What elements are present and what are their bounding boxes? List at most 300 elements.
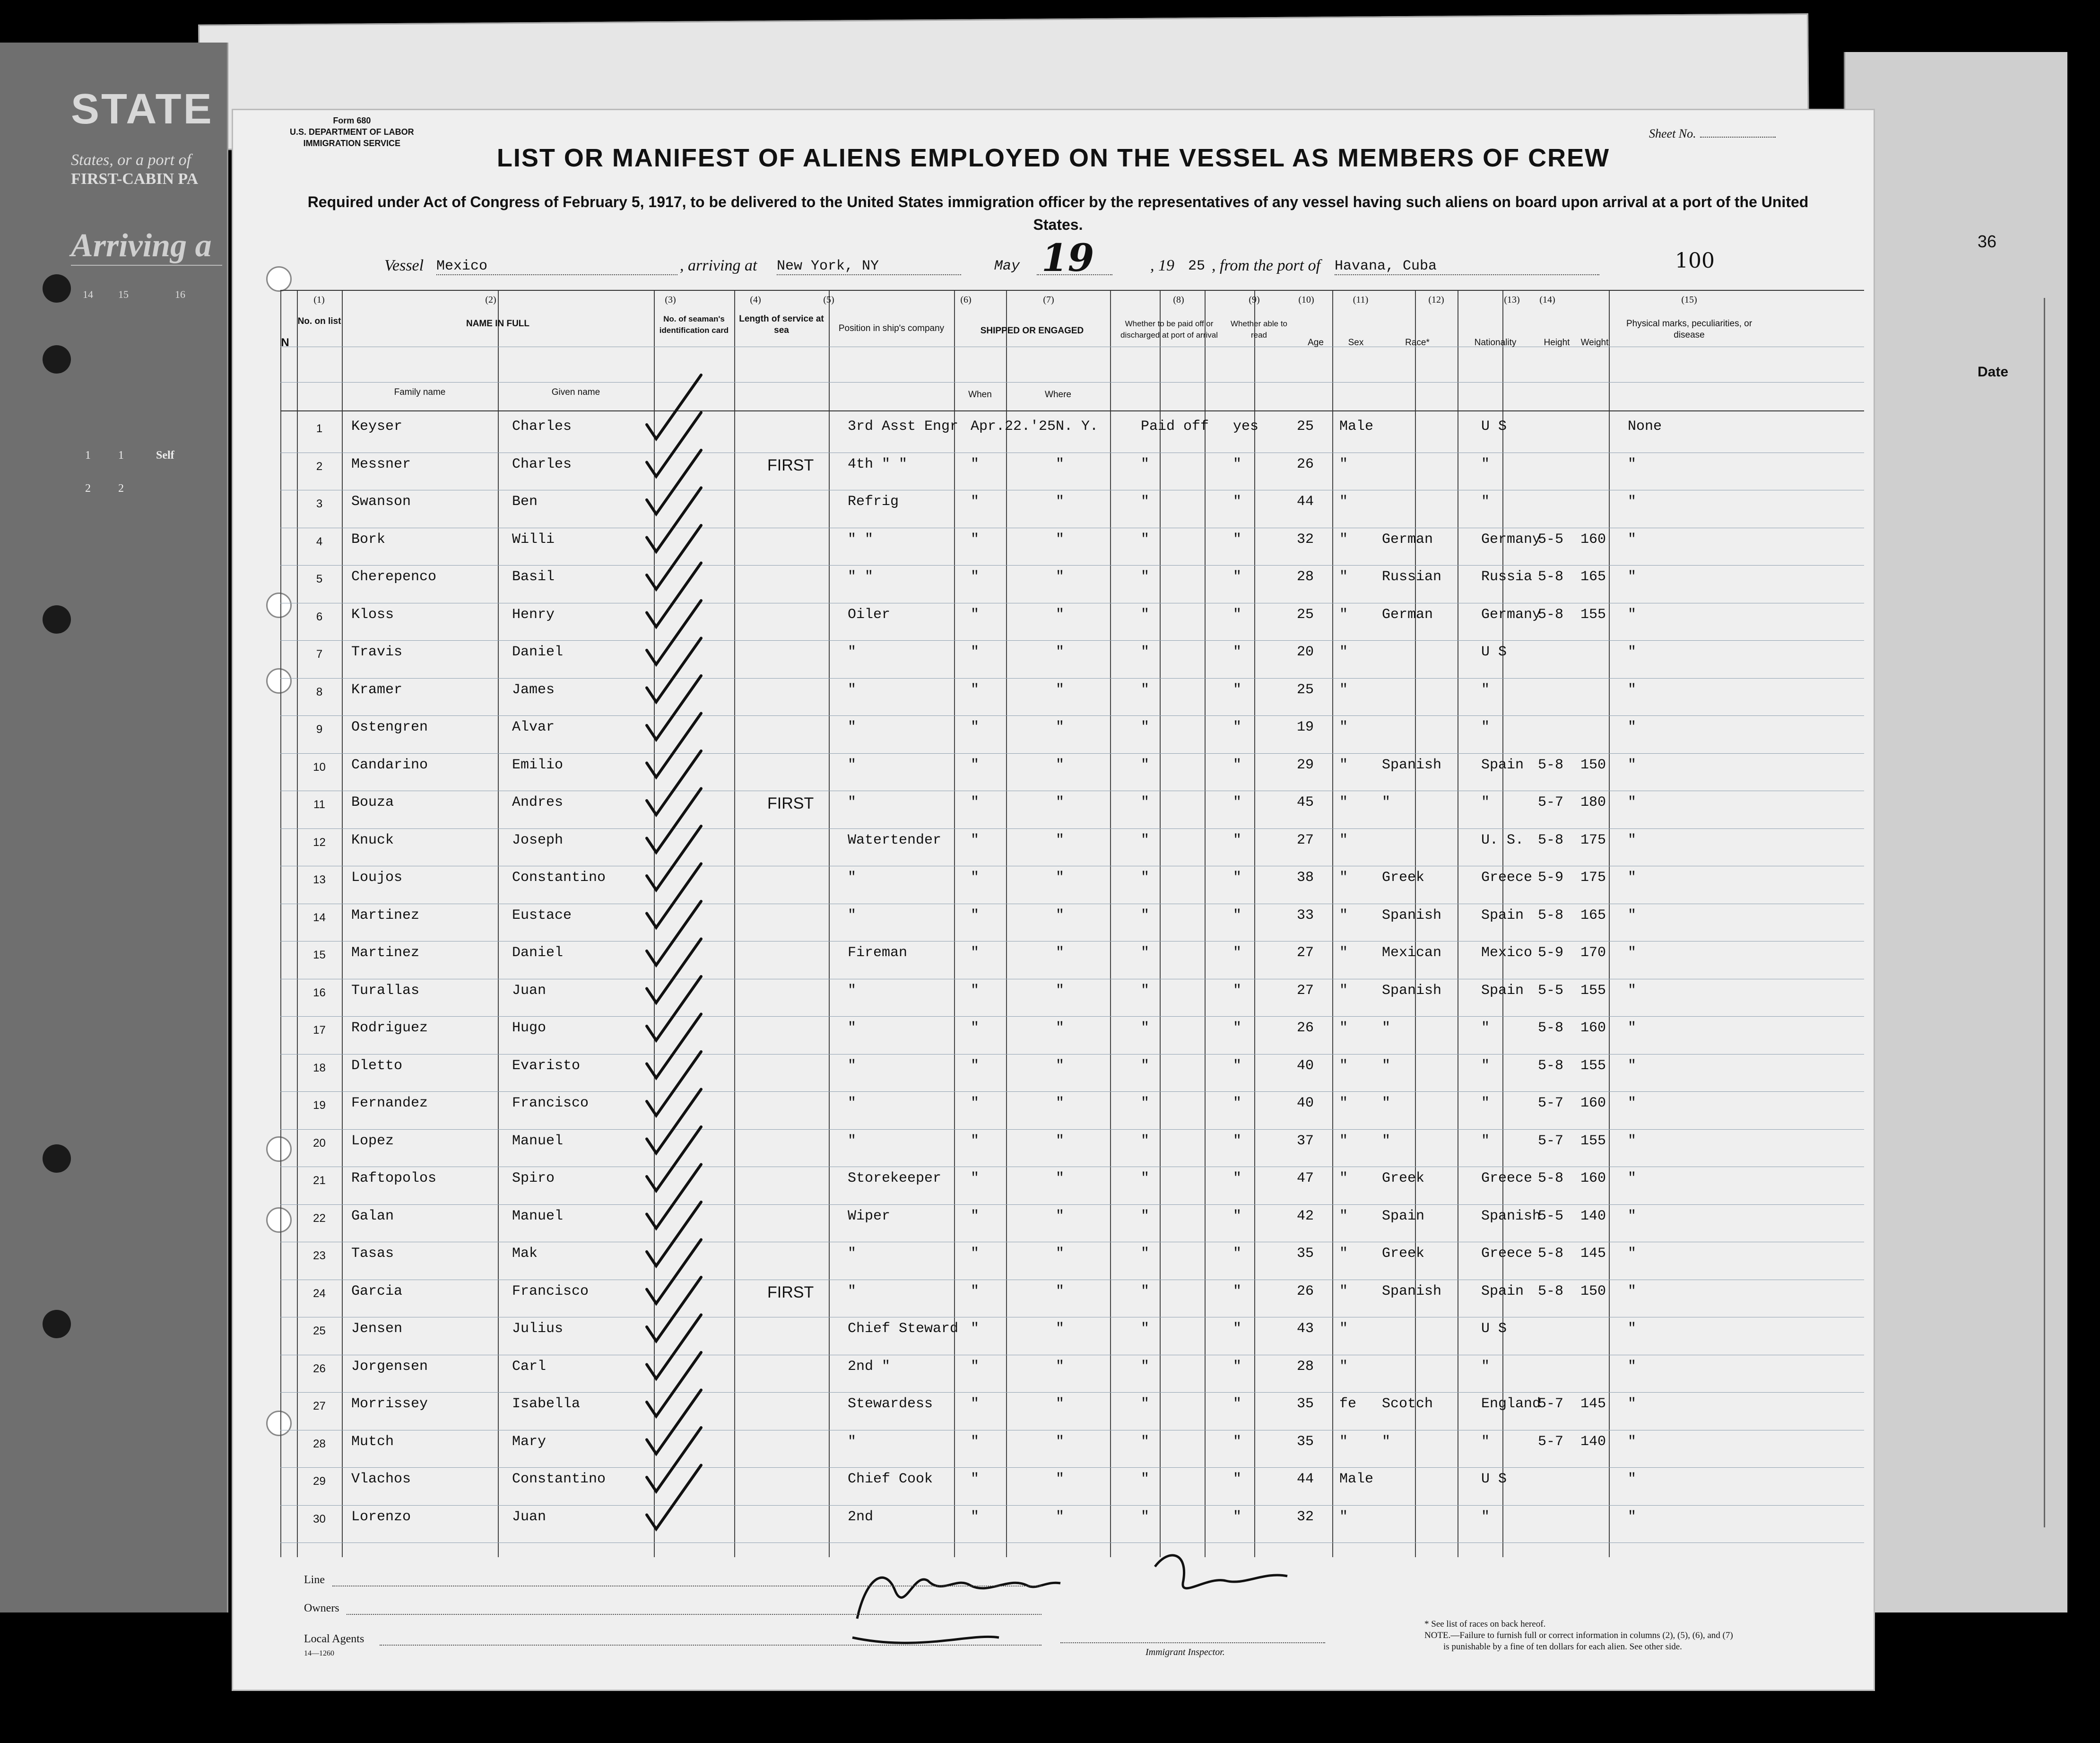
row-number: 6	[316, 610, 323, 623]
header-position: Position in ship's company	[838, 323, 945, 333]
row-number: 11	[313, 798, 325, 811]
row-number: 5	[316, 573, 323, 585]
cell-given: Francisco	[512, 1283, 589, 1299]
cell-height: 5-5	[1538, 1208, 1564, 1224]
cell-position: " "	[848, 569, 874, 585]
cell-paid: "	[1141, 1246, 1150, 1262]
cell-marks: "	[1628, 1170, 1637, 1186]
cell-nat: Greece	[1481, 870, 1533, 886]
column-number: (2)	[485, 295, 496, 305]
cell-race: Spain	[1382, 1208, 1425, 1224]
cell-weight: 175	[1580, 832, 1606, 848]
check-mark-icon	[647, 1390, 701, 1454]
cell-read: "	[1233, 1095, 1242, 1111]
check-mark-icon	[647, 1052, 701, 1116]
row-number: 30	[313, 1512, 326, 1525]
cell-where: "	[1056, 494, 1065, 510]
vessel-label: Vessel	[384, 257, 424, 274]
check-mark-icon	[647, 1089, 701, 1153]
cell-family: Rodriguez	[351, 1020, 428, 1036]
cell-given: Constantino	[512, 870, 606, 886]
row-number: 27	[313, 1400, 326, 1412]
cell-marks: "	[1628, 1321, 1637, 1337]
punch-hole	[43, 605, 71, 634]
cell-marks: "	[1628, 832, 1637, 848]
check-mark-icon	[647, 676, 701, 740]
row-number: 21	[313, 1174, 326, 1187]
punch-hole	[43, 274, 71, 303]
cell-sex: "	[1339, 1020, 1348, 1036]
cell-when: "	[971, 719, 980, 735]
cell-age: 20	[1297, 644, 1314, 660]
cell-read: "	[1233, 1321, 1242, 1337]
manifest-footer	[280, 1567, 1840, 1680]
cell-position: Chief Steward	[848, 1321, 959, 1337]
cell-position: "	[848, 1095, 857, 1111]
cell-position: 2nd "	[848, 1358, 891, 1375]
row-number: 26	[313, 1362, 326, 1375]
cell-nat: Spain	[1481, 907, 1524, 924]
cell-age: 32	[1297, 531, 1314, 548]
footnote-races: * See list of races on back hereof.	[1424, 1619, 1546, 1629]
cell-where: "	[1056, 606, 1065, 623]
cell-given: Manuel	[512, 1133, 564, 1149]
cell-weight: 140	[1580, 1433, 1606, 1450]
cell-paid: "	[1141, 794, 1150, 810]
cell-marks: "	[1628, 1208, 1637, 1224]
row-number: 13	[313, 873, 326, 886]
header-height: Height	[1544, 338, 1570, 348]
cell-read: yes	[1233, 418, 1259, 435]
cell-read: "	[1233, 1358, 1242, 1375]
cell-nat: "	[1481, 794, 1490, 810]
cell-age: 26	[1297, 456, 1314, 472]
cell-given: Constantino	[512, 1471, 606, 1487]
punch-hole	[43, 345, 71, 374]
column-number: (10)	[1298, 295, 1314, 305]
check-mark-icon	[647, 638, 701, 702]
cell-age: 35	[1297, 1396, 1314, 1412]
cell-read: "	[1233, 1283, 1242, 1299]
row-number: 12	[313, 836, 326, 849]
footer-agents-label: Local Agents	[304, 1633, 364, 1645]
cell-paid: "	[1141, 569, 1150, 585]
column-number: (1)	[313, 295, 325, 305]
cell-where: "	[1056, 681, 1065, 698]
cell-marks: "	[1628, 1396, 1637, 1412]
year-prefix: , 19	[1150, 257, 1174, 274]
cell-marks: "	[1628, 681, 1637, 698]
cell-given: Andres	[512, 794, 564, 810]
column-number: (4)	[750, 295, 761, 305]
check-mark-icon	[647, 1127, 701, 1191]
header-race: Race*	[1405, 338, 1430, 348]
cell-age: 33	[1297, 907, 1314, 924]
cell-read: "	[1233, 907, 1242, 924]
cell-age: 38	[1297, 870, 1314, 886]
cell-age: 44	[1297, 494, 1314, 510]
row-number: 14	[313, 911, 326, 924]
cell-sex: "	[1339, 644, 1348, 660]
row-number: 25	[313, 1325, 326, 1337]
cell-sex: Male	[1339, 1471, 1374, 1487]
check-mark-icon	[647, 601, 701, 664]
cell-paid: "	[1141, 1471, 1150, 1487]
cell-sex: "	[1339, 945, 1348, 961]
cell-family: Swanson	[351, 494, 411, 510]
cell-sex: "	[1339, 832, 1348, 848]
cell-race: German	[1382, 531, 1433, 548]
check-mark-icon	[647, 1202, 701, 1266]
cell-height: 5-7	[1538, 794, 1564, 810]
cell-when: "	[971, 569, 980, 585]
cell-family: Martinez	[351, 945, 420, 961]
row-number: 18	[313, 1061, 326, 1074]
cell-nat: "	[1481, 1020, 1490, 1036]
background-date-header: Date	[1978, 364, 2009, 380]
cell-sex: Male	[1339, 418, 1374, 435]
cell-sex: "	[1339, 456, 1348, 472]
cell-where: "	[1056, 907, 1065, 924]
check-mark-icon	[647, 525, 701, 589]
cell-weight: 165	[1580, 907, 1606, 924]
cell-given: Isabella	[512, 1396, 581, 1412]
cell-weight: 180	[1580, 794, 1606, 810]
cell-race: German	[1382, 606, 1433, 623]
cell-age: 29	[1297, 757, 1314, 773]
cell-age: 19	[1297, 719, 1314, 735]
cell-age: 35	[1297, 1433, 1314, 1450]
cell-race: Russian	[1382, 569, 1442, 585]
cell-position: Storekeeper	[848, 1170, 942, 1186]
cell-family: Lorenzo	[351, 1508, 411, 1525]
page-number: 100	[1675, 249, 1715, 273]
cell-weight: 150	[1580, 1283, 1606, 1299]
cell-age: 43	[1297, 1321, 1314, 1337]
cell-given: Mary	[512, 1433, 547, 1450]
from-port: Havana, Cuba	[1335, 258, 1599, 275]
background-row-cell: 2	[118, 482, 124, 495]
cell-sex: "	[1339, 1095, 1348, 1111]
cell-marks: "	[1628, 606, 1637, 623]
service-name: IMMIGRATION SERVICE	[303, 139, 401, 148]
cell-nat: Russia	[1481, 569, 1533, 585]
cell-given: Eustace	[512, 907, 572, 924]
cell-where: "	[1056, 1471, 1065, 1487]
cell-family: Morrissey	[351, 1396, 428, 1412]
cell-paid: "	[1141, 1433, 1150, 1450]
cell-paid: "	[1141, 757, 1150, 773]
cell-read: "	[1233, 494, 1242, 510]
arrival-year: 25	[1188, 258, 1206, 274]
cell-nat: "	[1481, 1133, 1490, 1149]
cell-weight: 160	[1580, 1020, 1606, 1036]
cell-marks: "	[1628, 794, 1637, 810]
cell-marks: "	[1628, 907, 1637, 924]
cell-given: Daniel	[512, 644, 564, 660]
cell-read: "	[1233, 719, 1242, 735]
cell-height: 5-8	[1538, 907, 1564, 924]
cell-weight: 145	[1580, 1246, 1606, 1262]
cell-family: Candarino	[351, 757, 428, 773]
cell-position: Stewardess	[848, 1396, 933, 1412]
cell-given: Basil	[512, 569, 555, 585]
check-mark-icon	[647, 1240, 701, 1304]
cell-family: Kramer	[351, 681, 403, 698]
cell-height: 5-8	[1538, 1246, 1564, 1262]
cell-sex: "	[1339, 1246, 1348, 1262]
cell-age: 47	[1297, 1170, 1314, 1186]
cell-marks: "	[1628, 644, 1637, 660]
cell-paid: "	[1141, 1133, 1150, 1149]
cell-weight: 155	[1580, 1133, 1606, 1149]
cell-position: Fireman	[848, 945, 908, 961]
cell-height: 5-5	[1538, 982, 1564, 999]
cell-sex: "	[1339, 982, 1348, 999]
check-mark-icon	[647, 1315, 701, 1379]
cell-nat: "	[1481, 1358, 1490, 1375]
cell-position: Wiper	[848, 1208, 891, 1224]
cell-given: Juan	[512, 982, 547, 999]
cell-family: Mutch	[351, 1433, 394, 1450]
background-col-num: 36	[1978, 232, 1997, 251]
column-number: (5)	[823, 295, 834, 305]
punch-hole	[43, 1310, 71, 1338]
cell-read: "	[1233, 569, 1242, 585]
cell-given: Ben	[512, 494, 538, 510]
footer-owners-label: Owners	[304, 1602, 339, 1614]
cell-nat: "	[1481, 494, 1490, 510]
cell-read: "	[1233, 870, 1242, 886]
row-number: 20	[313, 1136, 326, 1150]
cell-weight: 175	[1580, 870, 1606, 886]
cell-marks: None	[1628, 418, 1662, 435]
cell-nat: "	[1481, 456, 1490, 472]
cell-height: 5-8	[1538, 606, 1564, 623]
cell-paid: "	[1141, 456, 1150, 472]
cell-height: 5-8	[1538, 757, 1564, 773]
row-number: 10	[313, 760, 326, 774]
cell-nat: U S	[1481, 1471, 1507, 1487]
cell-family: Bouza	[351, 794, 394, 810]
background-rule	[2044, 298, 2045, 1527]
cell-paid: "	[1141, 644, 1150, 660]
cell-marks: "	[1628, 456, 1637, 472]
cell-age: 27	[1297, 832, 1314, 848]
cell-weight: 150	[1580, 757, 1606, 773]
cell-when: "	[971, 1057, 980, 1074]
check-mark-icon	[647, 375, 701, 439]
cell-given: Manuel	[512, 1208, 564, 1224]
cell-when: "	[971, 644, 980, 660]
cell-read: "	[1233, 982, 1242, 999]
cell-marks: "	[1628, 1433, 1637, 1450]
cell-position: 2nd	[848, 1508, 874, 1525]
cell-where: "	[1056, 982, 1065, 999]
check-mark-icon	[647, 1352, 701, 1416]
cell-nat: Spanish	[1481, 1208, 1541, 1224]
cell-marks: "	[1628, 569, 1637, 585]
document-title: LIST OR MANIFEST OF ALIENS EMPLOYED ON THE VESSEL AS MEMBERS OF CREW	[496, 144, 1610, 172]
cell-marks: "	[1628, 1246, 1637, 1262]
cell-height: 5-9	[1538, 870, 1564, 886]
cell-age: 45	[1297, 794, 1314, 810]
check-mark-icon	[647, 751, 701, 815]
punch-hole	[43, 1144, 71, 1173]
cell-marks: "	[1628, 1283, 1637, 1299]
cell-where: "	[1056, 1433, 1065, 1450]
inspector-label: Immigrant Inspector.	[1145, 1647, 1225, 1657]
cell-nat: Greece	[1481, 1170, 1533, 1186]
background-rule	[71, 265, 222, 266]
cell-family: Jensen	[351, 1321, 403, 1337]
cell-when: "	[971, 982, 980, 999]
cell-age: 32	[1297, 1508, 1314, 1525]
cell-nat: "	[1481, 1057, 1490, 1074]
cell-when: "	[971, 1133, 980, 1149]
background-row-cell: Self	[156, 449, 174, 462]
cell-paid: "	[1141, 832, 1150, 848]
row-number: 23	[313, 1249, 326, 1262]
cell-paid: "	[1141, 1283, 1150, 1299]
cell-age: 27	[1297, 982, 1314, 999]
cell-marks: "	[1628, 494, 1637, 510]
cell-family: Knuck	[351, 832, 394, 848]
cell-age: 26	[1297, 1020, 1314, 1036]
cell-sex: "	[1339, 794, 1348, 810]
column-number: (14)	[1539, 295, 1555, 305]
row-number: 2	[316, 460, 323, 473]
cell-paid: "	[1141, 982, 1150, 999]
background-subtext-2: FIRST-CABIN PA	[71, 170, 199, 188]
n-marker: N	[281, 336, 289, 349]
background-arriving-text: Arriving a	[71, 227, 212, 264]
cell-when: "	[971, 1170, 980, 1186]
cell-given: Francisco	[512, 1095, 589, 1111]
cell-age: 25	[1297, 606, 1314, 623]
background-document-right	[1844, 52, 2067, 1612]
cell-marks: "	[1628, 531, 1637, 548]
cell-when: "	[971, 1358, 980, 1375]
header-id-card: No. of seaman's identification card	[659, 314, 729, 335]
column-number: (11)	[1353, 295, 1369, 305]
cell-where: "	[1056, 1133, 1065, 1149]
cell-when: "	[971, 1508, 980, 1525]
cell-position: "	[848, 757, 857, 773]
cell-height: 5-7	[1538, 1133, 1564, 1149]
row-number: 19	[313, 1099, 326, 1112]
cell-given: Julius	[512, 1321, 564, 1337]
cell-sex: "	[1339, 757, 1348, 773]
background-stamp-text: STATE	[71, 86, 214, 133]
cell-age: 40	[1297, 1057, 1314, 1074]
cell-when: "	[971, 870, 980, 886]
cell-position: Refrig	[848, 494, 899, 510]
cell-marks: "	[1628, 1095, 1637, 1111]
column-number: (7)	[1043, 295, 1054, 305]
header-family-name: Family name	[394, 387, 446, 397]
row-number: 3	[316, 497, 323, 510]
header-given-name: Given name	[551, 387, 600, 397]
cell-position: Oiler	[848, 606, 891, 623]
cell-when: "	[971, 1321, 980, 1337]
cell-marks: "	[1628, 870, 1637, 886]
cell-age: 44	[1297, 1471, 1314, 1487]
check-mark-icon	[647, 864, 701, 928]
cell-sex: "	[1339, 569, 1348, 585]
cell-family: Jorgensen	[351, 1358, 428, 1375]
cell-read: "	[1233, 1170, 1242, 1186]
cell-marks: "	[1628, 757, 1637, 773]
cell-family: Lopez	[351, 1133, 394, 1149]
arriving-port: New York, NY	[777, 258, 961, 275]
cell-when: "	[971, 1433, 980, 1450]
cell-when: "	[971, 945, 980, 961]
cell-where: "	[1056, 1283, 1065, 1299]
cell-weight: 155	[1580, 606, 1606, 623]
cell-age: 25	[1297, 418, 1314, 435]
cell-paid: Paid off	[1141, 418, 1209, 435]
cell-read: "	[1233, 1433, 1242, 1450]
arrival-day: 19	[1041, 235, 1094, 280]
cell-race: Greek	[1382, 870, 1425, 886]
check-mark-icon	[647, 901, 701, 965]
cell-where: "	[1056, 456, 1065, 472]
cell-age: 40	[1297, 1095, 1314, 1111]
cell-weight: 145	[1580, 1396, 1606, 1412]
check-mark-icon	[647, 1428, 701, 1491]
cell-given: Mak	[512, 1246, 538, 1262]
cell-family: Raftopolos	[351, 1170, 437, 1186]
cell-read: "	[1233, 644, 1242, 660]
cell-race: Spanish	[1382, 1283, 1442, 1299]
cell-family: Keyser	[351, 418, 403, 435]
cell-paid: "	[1141, 1095, 1150, 1111]
check-mark-icon	[647, 789, 701, 853]
cell-sex: "	[1339, 1508, 1348, 1525]
check-mark-icon	[647, 1014, 701, 1078]
cell-when: "	[971, 1208, 980, 1224]
cell-position: "	[848, 1057, 857, 1074]
cell-where: "	[1056, 1020, 1065, 1036]
cell-where: "	[1056, 1358, 1065, 1375]
cell-position: "	[848, 907, 857, 924]
cell-when: "	[971, 1396, 980, 1412]
row-number: 4	[316, 535, 323, 548]
footer-owners-field	[347, 1614, 1041, 1615]
cell-family: Galan	[351, 1208, 394, 1224]
cell-position: "	[848, 1246, 857, 1262]
cell-where: "	[1056, 1095, 1065, 1111]
arriving-label: , arriving at	[680, 257, 757, 274]
cell-race: "	[1382, 1020, 1391, 1036]
cell-length: FIRST	[767, 794, 814, 812]
cell-nat: U. S.	[1481, 832, 1524, 848]
cell-race: Greek	[1382, 1246, 1425, 1262]
header-able-to-read: Whether able to read	[1230, 319, 1287, 340]
cell-weight: 160	[1580, 1095, 1606, 1111]
header-weight: Weight	[1580, 338, 1609, 348]
cell-position: "	[848, 1020, 857, 1036]
column-number: (15)	[1681, 295, 1697, 305]
cell-paid: "	[1141, 1208, 1150, 1224]
cell-age: 28	[1297, 1358, 1314, 1375]
cell-paid: "	[1141, 1057, 1150, 1074]
cell-when: "	[971, 1246, 980, 1262]
cell-where: "	[1056, 794, 1065, 810]
cell-paid: "	[1141, 1170, 1150, 1186]
header-nationality: Nationality	[1474, 338, 1517, 348]
